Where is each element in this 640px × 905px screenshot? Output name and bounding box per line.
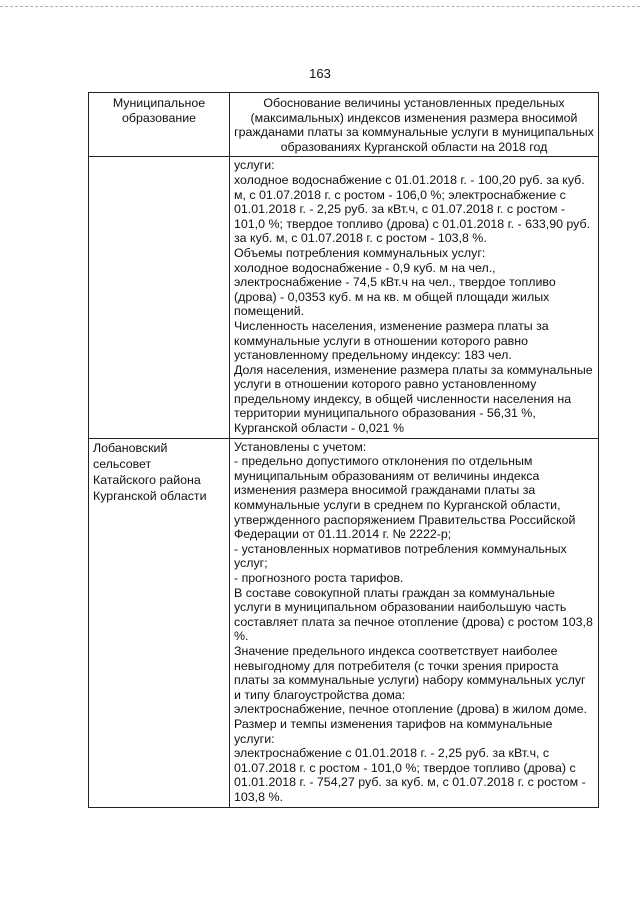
paragraph: холодное водоснабжение с 01.01.2018 г. - 100,20 руб. за куб. м, с 01.07.2018 г. с ростом - 106,0 %; электроснабжение с 01.01.2018 г. - 2,25 руб. за кВт.ч, с 01.07.2018 г. с ростом - 101,0 %; твердое топливо (дрова) с 01.01.2018 г. - 633,90 руб. за куб. м, с 01.07.2018 г. с ростом - 103,8 %.	[234, 172, 591, 246]
paragraph: электроснабжение с 01.01.2018 г. - 2,25 руб. за кВт.ч, с 01.07.2018 г. с ростом - 101,0 %; твердое топливо (дрова) с 01.01.2018 г. - 754,27 руб. за куб. м, с 01.07.2018 г. с ростом - 103,8 %.	[234, 746, 586, 804]
paragraph: - предельно допустимого отклонения по отдельным муниципальным образованиям от величины индекса изменения размера вносимой гражданами платы за коммунальные услуги в среднем по Курганской области, утвержденного распоряжением Правительства Российской Федерации от 01.11.2014 г. № 2222-р;	[234, 454, 576, 542]
municipality-line: сельсовет	[93, 456, 152, 471]
table-row	[89, 438, 599, 807]
municipality-line: Лобановский	[93, 440, 168, 455]
page-number: 163	[309, 66, 331, 81]
paragraph: - установленных нормативов потребления коммунальных услуг;	[234, 541, 567, 571]
municipality-cell	[89, 157, 230, 438]
paragraph: Установлены с учетом:	[234, 439, 367, 454]
table-header-row	[89, 93, 599, 157]
paragraph: электроснабжение, печное отопление (дрова) в жилом доме.	[234, 702, 587, 717]
scan-artifact-line	[0, 6, 640, 7]
paragraph: В составе совокупной платы граждан за коммунальные услуги в муниципальном образовании наибольшую часть составляет плата за печное отопление (дрова) с ростом 103,8 %.	[234, 585, 593, 644]
paragraph: Объемы потребления коммунальных услуг:	[234, 245, 486, 260]
paragraph: холодное водоснабжение - 0,9 куб. м на чел., электроснабжение - 74,5 кВт.ч на чел., твердое топливо (дрова) - 0,0353 куб. м на кв. м общей площади жилых помещений.	[234, 260, 556, 319]
paragraph: Размер и темпы изменения тарифов на коммунальные услуги:	[234, 716, 553, 746]
header-justification: Обоснование величины установленных предельных (максимальных) индексов изменения размера вносимой гражданами платы за коммунальные услуги в муниципальных образованиях Курганской области на 2018 год	[230, 93, 599, 157]
paragraph: Численность населения, изменение размера платы за коммунальные услуги в отношении которого равно установленному предельному индексу: 183 чел.	[234, 318, 549, 363]
justification-table	[88, 92, 599, 808]
paragraph: Значение предельного индекса соответствует наиболее невыгодному для потребителя (с точки зрения прироста платы за коммунальные услуги) набору коммунальных услуг и типу благоустройства дома:	[234, 643, 586, 702]
paragraph: - прогнозного роста тарифов.	[234, 571, 404, 585]
justification-cell	[230, 438, 599, 807]
paragraph: Доля населения, изменение размера платы за коммунальные услуги в отношении которого равно установленному предельному индексу, в общей численности населения на территории муниципального образования - 56,31 %, Курганской области - 0,021 %	[234, 362, 593, 436]
table-row	[89, 157, 599, 438]
justification-cell	[230, 157, 599, 438]
header-municipality: Муниципальное образование	[89, 93, 230, 157]
paragraph: услуги:	[234, 158, 275, 173]
municipality-line: Катайского района	[93, 472, 201, 487]
municipality-line: Курганской области	[93, 488, 207, 503]
municipality-cell	[89, 438, 230, 807]
